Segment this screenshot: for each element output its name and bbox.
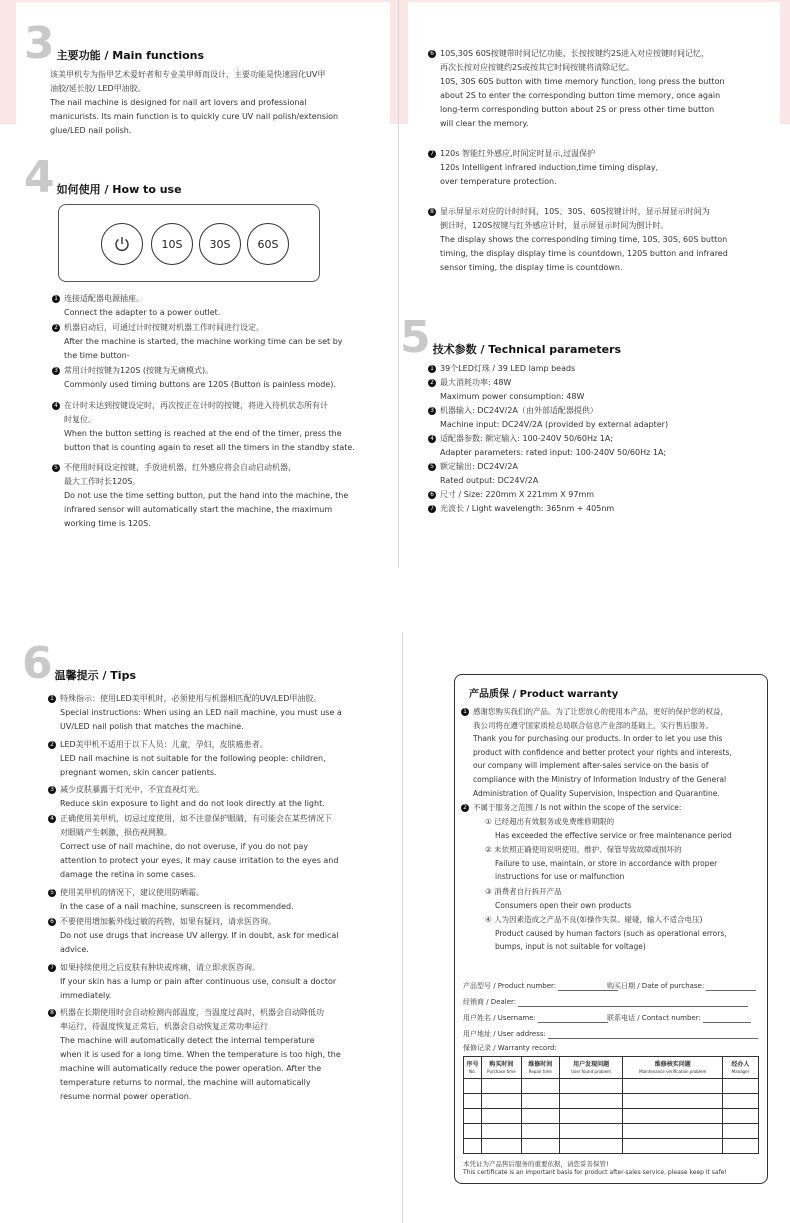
user-address-field [463, 1029, 758, 1039]
text-line: advice. [60, 945, 89, 954]
text-line: attention to protect your eyes, it may cause irritation to the eyes and [60, 856, 339, 865]
text-line: UV/LED nail polish that matches the machine. [60, 722, 244, 731]
text-line: 在计时未达到按键设定时，再次按正在计时的按键，将进入待机状态所有计 [64, 401, 328, 410]
warranty-intro [461, 705, 732, 800]
tech-param-5 [428, 460, 538, 488]
number-bullet: 5 [48, 889, 56, 897]
text-line: 不使用时间设定按键，手放进机器，红外感应将会自动启动机器， [64, 463, 296, 472]
table-cell[interactable] [481, 1094, 521, 1109]
number-bullet: 8 [48, 1009, 56, 1017]
table-cell[interactable] [481, 1079, 521, 1094]
section-title: 温馨提示 / Tips [54, 669, 136, 682]
number-bullet: 2 [52, 324, 60, 332]
dealer-field [463, 997, 748, 1007]
field-label: 用户姓名 / Username: [463, 1014, 536, 1022]
text-line: machine will automatically reduce the power operation. After the [60, 1064, 322, 1073]
text-line: the time button- [64, 351, 130, 360]
tech-param-2 [428, 376, 584, 404]
text-line: 不属于服务之范围 / Is not within the scope of the service: [473, 803, 682, 812]
table-cell[interactable] [623, 1079, 723, 1094]
text-line: manicurists. Its main function is to quickly cure UV nail polish/extension [50, 112, 339, 121]
user-address-line[interactable] [548, 1031, 758, 1039]
number-bullet: 3 [52, 367, 60, 375]
tip-item-4 [48, 812, 338, 882]
contact-number-line[interactable] [703, 1015, 751, 1023]
username-line[interactable] [538, 1015, 608, 1023]
warranty-case-1 [485, 815, 732, 842]
table-header-row [464, 1057, 759, 1079]
table-cell[interactable] [481, 1124, 521, 1139]
text-line: bumps, input is not suitable for voltage) [495, 942, 646, 952]
table-cell[interactable] [559, 1124, 623, 1139]
col-repair-time: 维修时间 Repair time [521, 1057, 559, 1079]
number-bullet: 4 [52, 402, 60, 410]
text-line: After the machine is started, the machine working time can be set by [64, 337, 343, 346]
text-line: temperature returns to normal, the machine will automatically [60, 1078, 311, 1087]
date-of-purchase-line[interactable] [706, 983, 756, 991]
table-cell[interactable] [559, 1109, 623, 1124]
text-line: 机器启动后，可通过计时按键对机器工作时间进行设定。 [64, 323, 264, 332]
number-bullet: 7 [428, 505, 436, 513]
text-line: about 2S to enter the corresponding button time memory, once again [440, 91, 721, 100]
text-line: Product caused by human factors (such as operational errors, [495, 928, 727, 938]
number-bullet: 1 [428, 365, 436, 373]
text-line: 120s 智能红外感应,时间定时显示,过温保护 [440, 149, 596, 158]
tip-item-5 [48, 886, 294, 914]
table-cell[interactable] [521, 1124, 559, 1139]
table-cell[interactable] [481, 1109, 521, 1124]
number-bullet: 6 [48, 918, 56, 926]
table-cell[interactable] [559, 1079, 623, 1094]
field-label: 购买日期 / Date of purchase: [607, 982, 705, 990]
col-user-found-problem: 用户发现问题 User found problem [559, 1057, 623, 1079]
text-line: resume normal power operation. [60, 1092, 192, 1101]
power-button-diagram [101, 223, 143, 265]
col-maintenance-verification: 维修核实问题 Maintenance verification problem [623, 1057, 723, 1079]
feature-item-8 [428, 205, 728, 275]
button-30s-diagram: 30S [199, 223, 241, 265]
text-line: 光波长 / Light wavelength: 365nm + 405nm [440, 504, 615, 513]
text-line: Adapter parameters: rated input: 100-240V 50/60Hz 1A; [440, 448, 667, 457]
text-line: Rated output: DC24V/2A [440, 476, 539, 485]
text-line: Thank you for purchasing our products. In order to let you use this [473, 734, 723, 744]
text-line: Has exceeded the effective service or free maintenance period [495, 830, 732, 840]
text-line: ① 已经超出有效服务或免费维修期限的 [485, 817, 615, 826]
number-bullet: 5 [428, 463, 436, 471]
text-line: sensor timing, the display time is countdown. [440, 263, 623, 272]
text-line: our company will implement after-sales service on the basis of [473, 761, 709, 771]
section-title: 技术参数 / Technical parameters [432, 343, 622, 356]
text-line: Administration of Quality Supervision, Inspection and Quarantine. [473, 788, 720, 798]
text-line: 使用美甲机的情况下，建议使用防晒霜。 [60, 888, 204, 897]
feature-item-6 [428, 47, 725, 131]
col-purchase-time: 购买时间 Purchase time [481, 1057, 521, 1079]
table-row [464, 1109, 759, 1124]
how-to-use-item-3 [52, 364, 336, 392]
text-line: working time is 120S. [64, 519, 151, 528]
warranty-footer-en: This certificate is an important basis for product after-sales service, please keep it safe! [463, 1169, 727, 1176]
text-line: 最大工作时长120S。 [64, 477, 141, 486]
section-number: 3 [24, 18, 55, 69]
text-line: 10S,30S 60S按键带时间记忆功能，长按按键约2S进入对应按键时间记忆， [440, 49, 710, 58]
number-bullet: 2 [428, 379, 436, 387]
text-line: 如果持续使用之后皮肤有肿块或疼痛，请立即求医咨询。 [60, 963, 260, 972]
how-to-use-item-5 [52, 461, 348, 531]
feature-item-7 [428, 147, 658, 189]
text-line: If your skin has a lump or pain after continuous use, consult a doctor [60, 977, 337, 986]
table-row [464, 1094, 759, 1109]
section-number: 5 [400, 312, 431, 363]
section-4-heading [24, 152, 182, 203]
table-cell[interactable] [521, 1079, 559, 1094]
warranty-title: 产品质保 / Product warranty [469, 689, 619, 700]
text-line: The machine will automatically detect the internal temperature [60, 1036, 315, 1045]
warranty-record-table [463, 1056, 759, 1154]
section-number: 4 [24, 152, 55, 203]
text-line: Maximum power consumption: 48W [440, 392, 585, 401]
section-title: 主要功能 / Main functions [56, 49, 205, 62]
text-line: 10S, 30S 60S button with time memory function, long press the button [440, 77, 725, 86]
table-row [464, 1079, 759, 1094]
tip-item-6 [48, 915, 339, 957]
text-line: 尺寸 / Size: 220mm X 221mm X 97mm [440, 490, 595, 499]
power-icon [113, 235, 131, 253]
warranty-case-2 [485, 843, 717, 884]
number-bullet: 1 [48, 695, 56, 703]
tech-param-7 [428, 502, 614, 516]
text-line: 不要使用增加紫外线过敏的药物，如果有疑问，请求医咨询。 [60, 917, 276, 926]
text-line: 最大消耗功率: 48W [440, 378, 512, 387]
text-line: 额定输出: DC24V/2A [440, 462, 518, 471]
tip-item-3 [48, 783, 325, 811]
col-no: 序号 No. [464, 1057, 482, 1079]
number-bullet: 4 [48, 815, 56, 823]
text-line: when it is used for a long time. When the temperature is too high, the [60, 1050, 341, 1059]
page-fold-bottom [402, 632, 403, 1223]
text-line: 39个LED灯珠 / 39 LED lamp beads [440, 364, 576, 373]
text-line: Consumers open their own products [495, 900, 632, 910]
text-line: ③ 消费者自行拆开产品 [485, 887, 562, 896]
table-cell[interactable] [521, 1139, 559, 1154]
text-line: Connect the adapter to a power outlet. [64, 308, 221, 317]
section-5-heading [400, 312, 622, 363]
table-cell[interactable] [521, 1094, 559, 1109]
how-to-use-item-4 [52, 399, 355, 455]
table-cell[interactable] [723, 1109, 759, 1124]
how-to-use-item-2 [52, 321, 343, 363]
text-line: ④ 人为因素造成之产品不良(如操作失误、碰碰，输入不适合电压) [485, 915, 703, 924]
number-bullet: 6 [428, 491, 436, 499]
number-bullet: 1 [52, 295, 60, 303]
warranty-case-3 [485, 885, 631, 912]
text-line: immediately. [60, 991, 112, 1000]
tip-item-7 [48, 961, 336, 1003]
text-line: will clear the memory. [440, 119, 529, 128]
text-line: 倒计时，120S按键与红外感应计时，显示屏显示时间为倒计时。 [440, 221, 669, 230]
tech-param-3 [428, 404, 668, 432]
table-cell[interactable] [559, 1139, 623, 1154]
text-line: 常用计时按键为120S (按键为无痛模式)。 [64, 366, 214, 375]
text-line: 对眼睛产生刺激，损伤视网膜。 [60, 828, 172, 837]
warranty-scope [461, 801, 681, 815]
text-line: The nail machine is designed for nail art lovers and professional [50, 98, 307, 107]
warranty-card [454, 674, 768, 1184]
tip-item-2 [48, 738, 326, 780]
text-line: button that is counting again to reset all the timers in the standby state. [64, 443, 355, 452]
table-cell[interactable] [623, 1094, 723, 1109]
number-bullet: 3 [48, 786, 56, 794]
number-bullet: 7 [48, 964, 56, 972]
tech-param-1 [428, 362, 575, 376]
text-line: Commonly used timing buttons are 120S (Button is painless mode). [64, 380, 336, 389]
text-line: Special instructions: When using an LED nail machine, you must use a [60, 708, 342, 717]
text-line: 时复位。 [64, 415, 96, 424]
text-line: 感谢您购买我们的产品。为了让您放心的使用本产品，更好的保护您的权益， [473, 707, 728, 716]
text-line: 特殊指示：使用LED美甲机时，必须使用与机器相匹配的UV/LED甲油胶。 [60, 694, 322, 703]
contact-number-field [607, 1013, 751, 1023]
text-line: 我公司将在遵守国家质检总局联合信息产业部的基础上，实行售后服务。 [473, 720, 713, 730]
text-line: Machine input: DC24V/2A (provided by external adapter) [440, 420, 669, 429]
text-line: 机器输入: DC24V/2A（由外部适配器提供） [440, 406, 598, 415]
text-line: 该美甲机专为指甲艺术爱好者和专业美甲师而设计，主要功能是快速固化UV甲 [50, 70, 326, 79]
section-title: 如何使用 / How to use [56, 183, 182, 196]
number-bullet: 1 [461, 708, 469, 716]
table-row [464, 1139, 759, 1154]
field-label: 联系电话 / Contact number: [607, 1014, 701, 1022]
number-bullet: 6 [428, 50, 436, 58]
table-cell[interactable] [464, 1139, 482, 1154]
text-line: 显示屏显示对应的计时时间，10S、30S、60S按键计时，显示屏显示时间为 [440, 207, 710, 216]
text-line: 适配器参数: 额定输入: 100-240V 50/60Hz 1A; [440, 434, 613, 443]
text-line: Failure to use, maintain, or store in accordance with proper [495, 858, 718, 868]
button-60s-diagram: 60S [247, 223, 289, 265]
text-line: timing, the display display time is countdown, 120S button and infrared [440, 249, 728, 258]
how-to-use-item-1 [52, 292, 220, 320]
table-cell[interactable] [723, 1079, 759, 1094]
tech-param-4 [428, 432, 666, 460]
text-line: 正确使用美甲机，切忌过度使用，如不注意保护眼睛，有可能会在某些情况下 [60, 814, 332, 823]
table-cell[interactable] [464, 1094, 482, 1109]
manual-page-warranty [412, 634, 782, 1222]
number-bullet: 4 [428, 435, 436, 443]
text-line: instructions for use or malfunction [495, 872, 625, 882]
table-cell[interactable] [559, 1094, 623, 1109]
text-line: 率运行，待温度恢复正常后，机器会自动恢复正常功率运行 [60, 1022, 268, 1031]
username-field [463, 1013, 608, 1023]
dealer-line[interactable] [518, 999, 748, 1007]
product-number-field [463, 981, 618, 991]
field-label: 产品型号 / Product number: [463, 982, 557, 990]
text-line: 机器在长期使用时会自动检测内部温度，当温度过高时，机器会自动降低功 [60, 1008, 324, 1017]
date-of-purchase-field [607, 981, 756, 991]
text-line: Do not use the time setting button, put the hand into the machine, the [64, 491, 349, 500]
text-line: product with confidence and better protect your rights and interests, [473, 747, 732, 757]
table-cell[interactable] [623, 1124, 723, 1139]
warranty-case-4 [485, 913, 727, 954]
table-cell[interactable] [464, 1124, 482, 1139]
table-cell[interactable] [723, 1139, 759, 1154]
warranty-record-label: 保修记录 / Warranty record: [463, 1044, 557, 1052]
text-line: pregnant women, skin cancer patients. [60, 768, 217, 777]
text-line: When the button setting is reached at the end of the timer, press the [64, 429, 342, 438]
number-bullet: 8 [428, 208, 436, 216]
text-line: Correct use of nail machine, do not overuse, if you do not pay [60, 842, 309, 851]
text-line: 油胶/延长胶/ LED甲油胶。 [50, 84, 146, 93]
table-cell[interactable] [723, 1124, 759, 1139]
control-panel-diagram [58, 204, 320, 282]
table-cell[interactable] [723, 1094, 759, 1109]
col-manager: 经办人 Manager [723, 1057, 759, 1079]
table-cell[interactable] [623, 1139, 723, 1154]
table-cell[interactable] [481, 1139, 521, 1154]
text-line: glue/LED nail polish. [50, 126, 132, 135]
table-row [464, 1124, 759, 1139]
text-line: The display shows the corresponding timing time, 10S, 30S, 60S button [440, 235, 728, 244]
section-number: 6 [22, 638, 53, 689]
warranty-footer-zh: 本凭证为产品售后服务的重要依据，请您妥善保管! [463, 1160, 609, 1168]
number-bullet: 2 [48, 741, 56, 749]
field-label: 用户地址 / User address: [463, 1030, 546, 1038]
table-cell[interactable] [623, 1109, 723, 1124]
text-line: infrared sensor will automatically start the machine, the maximum [64, 505, 333, 514]
number-bullet: 3 [428, 407, 436, 415]
number-bullet: 2 [461, 804, 469, 812]
text-line: compliance with the Ministry of Information Industry of the General [473, 774, 727, 784]
section-6-heading [22, 638, 136, 689]
text-line: Reduce skin exposure to light and do not look directly at the light. [60, 799, 325, 808]
text-line: LED nail machine is not suitable for the following people: children, [60, 754, 326, 763]
text-line: ② 未依照正确使用说明使用、维护、保管导致故障或损坏的 [485, 845, 682, 854]
button-10s-diagram: 10S [151, 223, 193, 265]
text-line: LED美甲机不适用于以下人员：儿童，孕妇，皮肤癌患者。 [60, 740, 268, 749]
tech-param-6 [428, 488, 594, 502]
text-line: 再次长按对应按键约2S或按其它时间按键将清除记忆。 [440, 63, 635, 72]
text-line: 减少皮肤暴露于灯光中，不宜直视灯光。 [60, 785, 204, 794]
text-line: In the case of a nail machine, sunscreen is recommended. [60, 902, 294, 911]
number-bullet: 7 [428, 150, 436, 158]
table-cell[interactable] [521, 1109, 559, 1124]
main-functions-text [50, 68, 338, 138]
field-label: 经销商 / Dealer: [463, 998, 517, 1006]
tip-item-1 [48, 692, 342, 734]
table-cell[interactable] [464, 1079, 482, 1094]
text-line: over temperature protection. [440, 177, 557, 186]
text-line: 连接适配器电源插座。 [64, 294, 144, 303]
text-line: 120s Intelligent infrared induction,time timing display, [440, 163, 659, 172]
text-line: long-term corresponding button about 2S or press other time button [440, 105, 715, 114]
number-bullet: 5 [52, 464, 60, 472]
tip-item-8 [48, 1006, 341, 1104]
text-line: damage the retina in some cases. [60, 870, 197, 879]
section-3-heading [24, 18, 205, 69]
table-cell[interactable] [464, 1109, 482, 1124]
text-line: Do not use drugs that increase UV allergy. If in doubt, ask for medical [60, 931, 339, 940]
page-fold-top [398, 0, 399, 568]
